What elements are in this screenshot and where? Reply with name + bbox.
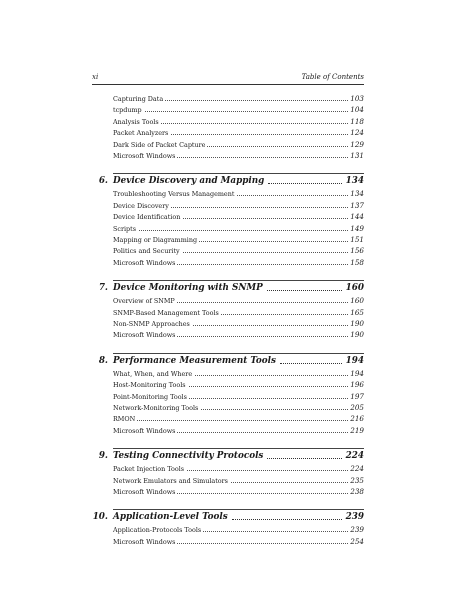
chapter-title[interactable]: Device Discovery and Mapping (113, 176, 265, 187)
toc-entry-page: 196 (350, 380, 364, 390)
chapter-rule (113, 280, 364, 281)
toc-entry[interactable] (113, 381, 364, 392)
toc-entry-page: 254 (350, 536, 364, 546)
toc-entry[interactable] (113, 427, 364, 438)
toc-entry-label: RMON (113, 415, 136, 424)
toc-entry[interactable] (113, 331, 364, 342)
toc-entry-page: 160 (350, 296, 364, 306)
toc-entry-page: 239 (350, 525, 364, 535)
toc-entry-label: Capturing Data (113, 95, 164, 103)
dot-leader (113, 111, 364, 112)
chapter-dot-leader (232, 519, 342, 520)
toc-entry-label: Point-Monitoring Tools (113, 392, 187, 401)
page-number: xi (92, 73, 99, 81)
toc-entry-page: 165 (350, 307, 364, 317)
toc-entry-label: Network Emulators and Simulators (113, 476, 228, 485)
toc-entry-label: What, When, and Where (113, 369, 193, 378)
toc-entry-page: 205 (350, 403, 364, 412)
toc-entry-label: Politics and Security (113, 247, 180, 256)
chapter-page: 194 (345, 355, 364, 366)
chapter-title[interactable]: Testing Connectivity Protocols (113, 451, 264, 462)
chapter-page: 224 (345, 451, 364, 462)
toc-entry[interactable] (113, 213, 364, 224)
toc-entry-page: 104 (350, 105, 364, 115)
dot-leader (113, 420, 364, 421)
toc-entry-label: Microsoft Windows (113, 488, 176, 496)
toc-entry-label: Microsoft Windows (113, 426, 176, 435)
chapter-rule (113, 173, 364, 174)
toc-entry-label: SNMP-Based Management Tools (113, 308, 219, 317)
toc-entry[interactable] (113, 95, 364, 106)
toc-entry-page: 190 (350, 330, 364, 340)
toc-entry[interactable] (113, 320, 364, 331)
running-title: Table of Contents (301, 73, 364, 81)
chapter-title[interactable]: Device Monitoring with SNMP (113, 283, 263, 294)
toc-entry[interactable] (113, 152, 364, 163)
toc-entry-label: Microsoft Windows (113, 258, 176, 267)
toc-entry-page: 235 (350, 475, 364, 485)
toc-entry-label: Application-Protocols Tools (113, 526, 202, 535)
toc-entry-page: 149 (350, 223, 364, 233)
toc-entry-label: Mapping or Diagramming (113, 236, 198, 244)
toc-entry[interactable] (113, 141, 364, 152)
chapter-dot-leader (267, 458, 342, 459)
toc-entry[interactable] (113, 247, 364, 258)
toc-entry[interactable] (113, 477, 364, 488)
toc-entry-label: Network-Monitoring Tools (113, 404, 199, 412)
toc-entry-page: 118 (350, 116, 364, 126)
chapter-number: 10. (92, 512, 108, 523)
toc-entry[interactable] (113, 488, 364, 499)
toc-entry-page: 103 (350, 94, 364, 103)
toc-entry-page: 131 (350, 151, 364, 160)
toc-entry[interactable] (113, 465, 364, 476)
toc-entry-label: Non-SNMP Approaches (113, 320, 190, 328)
toc-entry-label: Dark Side of Packet Capture (113, 140, 206, 149)
toc-entry-label: Device Discovery (113, 201, 169, 210)
toc-entry-page: 190 (350, 319, 364, 328)
toc-entry-label: Troubleshooting Versus Management (113, 190, 235, 199)
chapter-dot-leader (268, 183, 342, 184)
toc-entry[interactable] (113, 370, 364, 381)
toc-entry-label: Packet Analyzers (113, 129, 169, 138)
chapter-rule (113, 509, 364, 510)
toc-entry-label: Microsoft Windows (113, 152, 176, 160)
toc-entry-page: 144 (350, 212, 364, 222)
toc-entry[interactable] (113, 404, 364, 415)
toc-entry[interactable] (113, 236, 364, 247)
chapter-number: 7. (98, 283, 108, 294)
toc-entry-page: 216 (350, 414, 364, 424)
chapter-number: 9. (98, 451, 108, 462)
toc-entry-label: Device Identification (113, 213, 181, 222)
chapter-dot-leader (280, 363, 342, 364)
toc-entry-page: 129 (350, 139, 364, 149)
toc-entry-label: Analysis Tools (113, 117, 159, 126)
toc-entry-page: 124 (350, 128, 364, 138)
chapter-title[interactable]: Performance Measurement Tools (113, 355, 276, 366)
toc-entry[interactable] (113, 538, 364, 549)
toc-entry-page: 137 (350, 200, 364, 210)
chapter-title[interactable]: Application-Level Tools (113, 512, 228, 523)
toc-entry[interactable] (113, 393, 364, 404)
chapter-number: 8. (98, 355, 108, 366)
toc-entry-label: Packet Injection Tools (113, 465, 185, 474)
toc-entry-label: tcpdump (113, 106, 142, 115)
dot-leader (113, 230, 364, 231)
chapter-rule (113, 448, 364, 449)
toc-entry-label: Microsoft Windows (113, 537, 176, 546)
toc-entry-page: 224 (350, 464, 364, 474)
chapter-rule (113, 353, 364, 354)
chapter-number: 6. (98, 176, 108, 187)
toc-entry[interactable] (113, 297, 364, 308)
chapter-dot-leader (267, 290, 342, 291)
toc-entry-page: 197 (350, 391, 364, 401)
toc-entry-page: 194 (350, 368, 364, 378)
toc-entry[interactable] (113, 106, 364, 117)
toc-entry[interactable] (113, 526, 364, 537)
toc-entry-page: 156 (350, 246, 364, 256)
toc-entry[interactable] (113, 225, 364, 236)
toc-entry[interactable] (113, 202, 364, 213)
toc-entry-page: 151 (350, 235, 364, 244)
toc-entry[interactable] (113, 190, 364, 201)
chapter-page: 160 (345, 283, 364, 294)
header-rule (92, 84, 364, 85)
toc-entry-page: 158 (350, 257, 364, 267)
toc-entry[interactable] (113, 415, 364, 426)
toc-entry[interactable] (113, 259, 364, 270)
toc-entry[interactable] (113, 118, 364, 129)
chapter-page: 239 (345, 512, 364, 523)
toc-entry[interactable] (113, 309, 364, 320)
chapter-page: 134 (345, 176, 364, 187)
toc-entry-page: 219 (350, 425, 364, 435)
toc-entry-label: Scripts (113, 224, 136, 233)
toc-entry-page: 238 (350, 487, 364, 496)
toc-entry-label: Overview of SNMP (113, 297, 175, 306)
toc-entry-page: 134 (350, 189, 364, 199)
toc-entry-label: Host-Monitoring Tools (113, 381, 186, 390)
toc-entry-label: Microsoft Windows (113, 331, 176, 340)
toc-entry[interactable] (113, 129, 364, 140)
